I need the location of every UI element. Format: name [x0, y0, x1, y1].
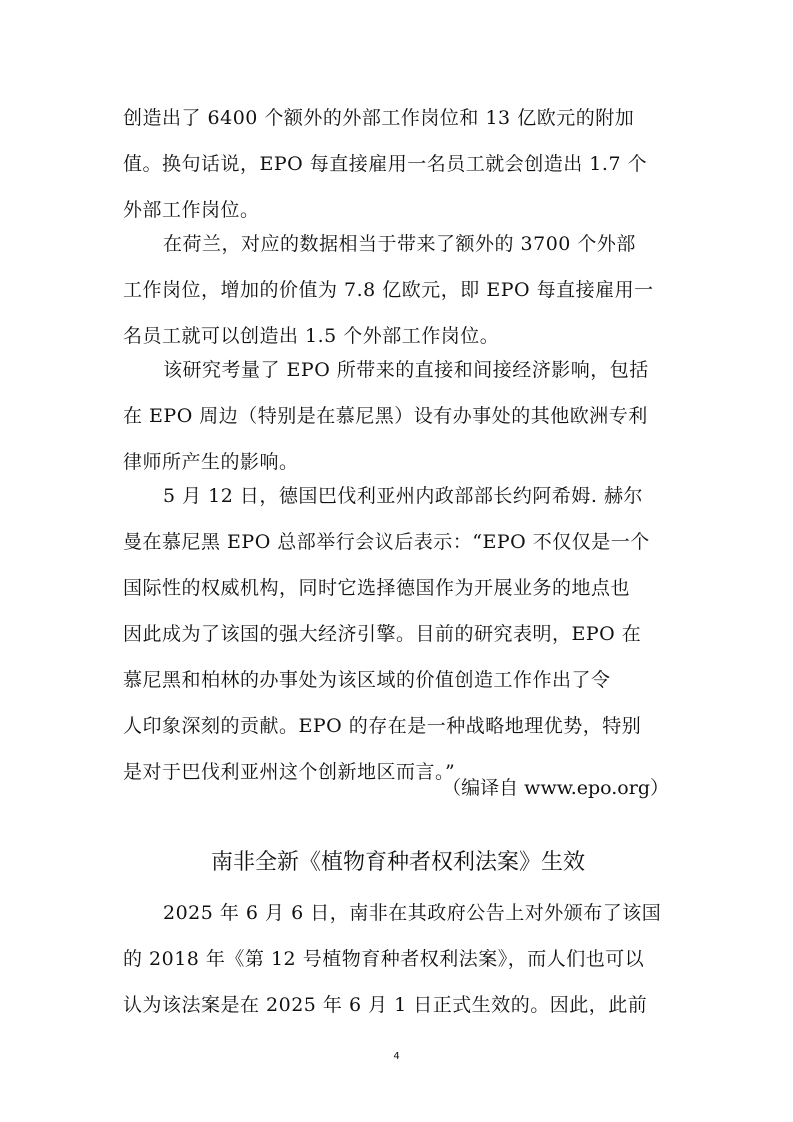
text-line: 在荷兰，对应的数据相当于带来了额外的 3700 个外部 [163, 233, 636, 255]
text-line: 在 EPO 周边（特别是在慕尼黑）设有办事处的其他欧洲专利 [123, 405, 648, 427]
text-line: 2025 年 6 月 6 日，南非在其政府公告上对外颁布了该国 [163, 902, 662, 924]
text-line: 5 月 12 日，德国巴伐利亚州内政部部长约阿希姆. 赫尔 [163, 485, 643, 507]
paragraph-study-scope [123, 347, 673, 485]
text-line: 的 2018 年《第 12 号植物育种者权利法案》，而人们也可以 [123, 948, 645, 970]
text-line: 认为该法案是在 2025 年 6 月 1 日正式生效的。因此，此前 [123, 994, 648, 1016]
text-line: 值。换句话说，EPO 每直接雇用一名员工就会创造出 1.7 个 [123, 153, 648, 175]
text-line: 人印象深刻的贡献。EPO 的存在是一种战略地理优势，特别 [123, 715, 642, 737]
text-line: 该研究考量了 EPO 所带来的直接和间接经济影响，包括 [163, 359, 649, 381]
paragraph-epo-germany-jobs [123, 95, 673, 233]
text-line: 曼在慕尼黑 EPO 总部举行会议后表示：“EPO 不仅仅是一个 [123, 531, 650, 553]
text-line: 工作岗位，增加的价值为 7.8 亿欧元，即 EPO 每直接雇用一 [123, 279, 654, 301]
article-heading: 南非全新《植物育种者权利法案》生效 [210, 850, 585, 875]
page-number: 4 [393, 1051, 400, 1062]
text-line: 外部工作岗位。 [123, 199, 260, 221]
text-line: 国际性的权威机构，同时它选择德国作为开展业务的地点也 [123, 577, 631, 599]
text-line: 慕尼黑和柏林的办事处为该区域的价值创造工作作出了令 [123, 669, 611, 691]
text-line: 名员工就可以创造出 1.5 个外部工作岗位。 [123, 325, 500, 347]
text-line: 是对于巴伐利亚州这个创新地区而言。” [123, 761, 456, 783]
text-line: 律师所产生的影响。 [123, 451, 299, 473]
paragraph-minister-quote [123, 473, 673, 795]
paragraph-netherlands [123, 221, 673, 359]
text-line: 创造出了 6400 个额外的外部工作岗位和 13 亿欧元的附加 [123, 107, 635, 129]
text-line: 因此成为了该国的强大经济引擎。目前的研究表明，EPO 在 [123, 623, 642, 645]
paragraph-south-africa-act [123, 890, 673, 1028]
source-attribution: （编译自 www.epo.org） [442, 777, 669, 799]
